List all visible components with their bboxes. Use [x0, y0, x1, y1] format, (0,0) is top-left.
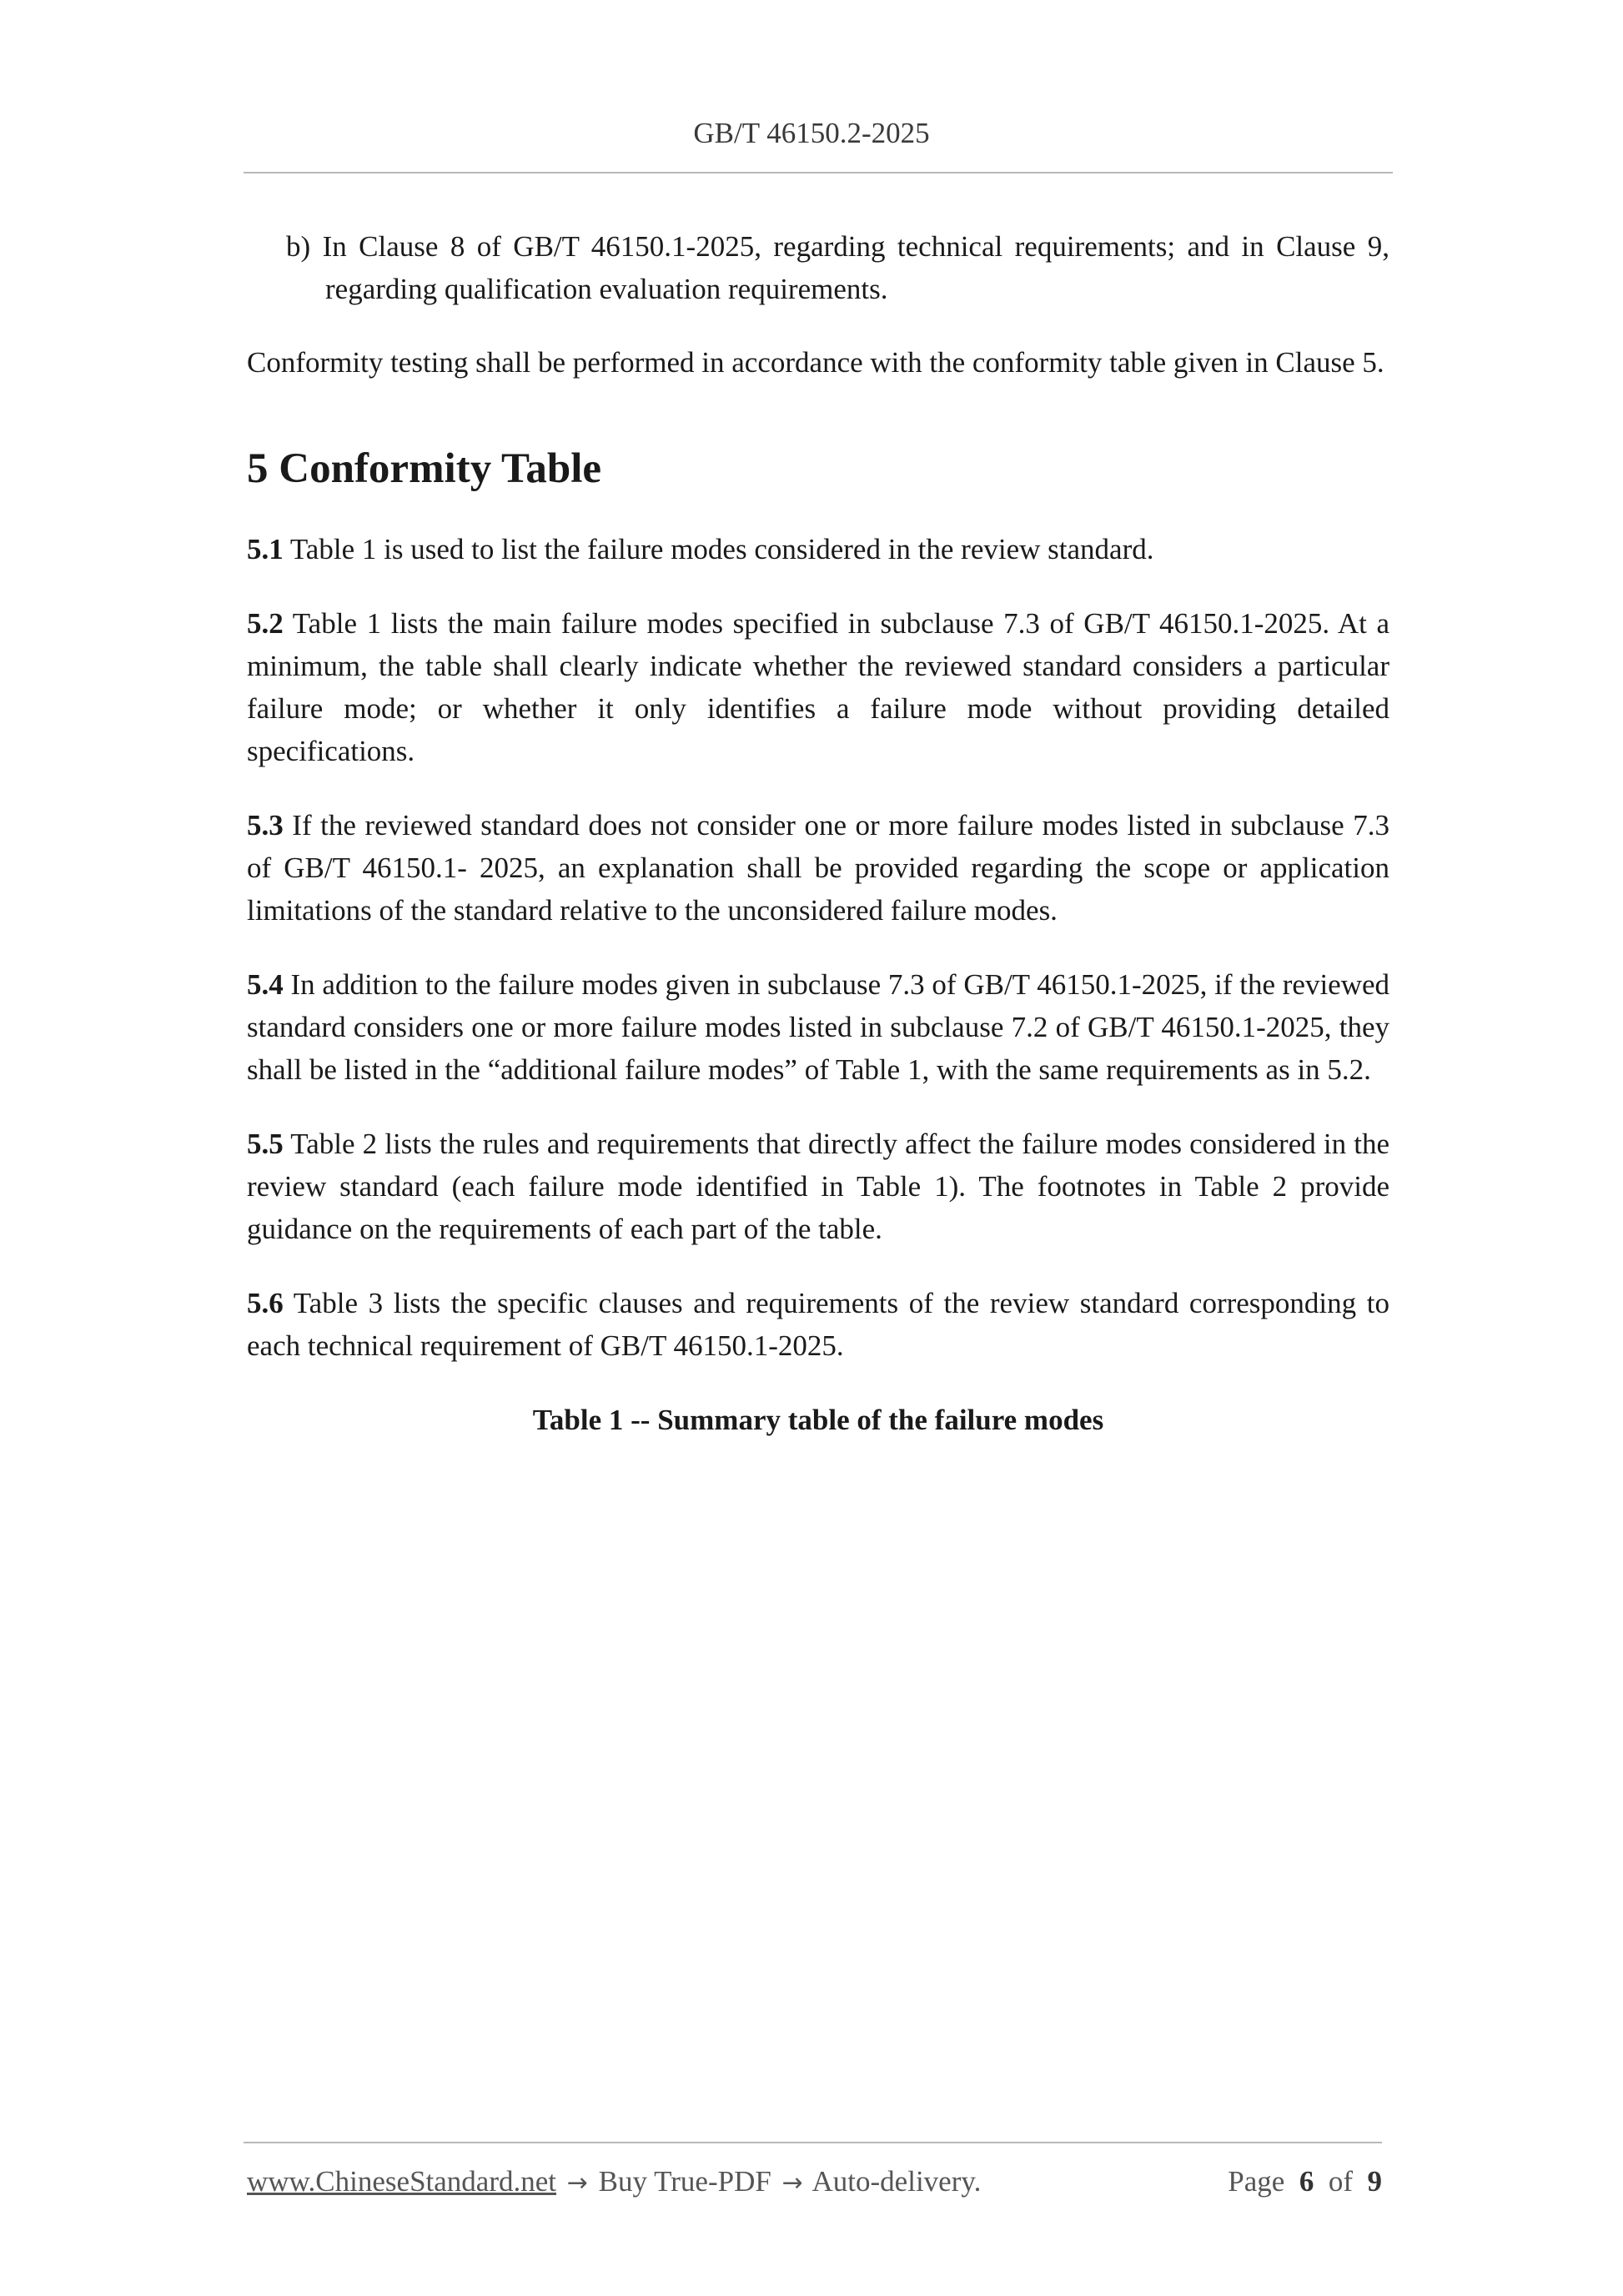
document-body [247, 225, 1389, 1441]
arrow-right-icon: → [781, 2168, 803, 2198]
page-current: 6 [1299, 2165, 1314, 2198]
page-total: 9 [1367, 2165, 1382, 2198]
clause-text: Table 1 is used to list the failure modes considered in the review standard. [289, 533, 1154, 565]
footer-promo [247, 2162, 981, 2203]
page-indicator [1228, 2162, 1382, 2202]
clause-text: If the reviewed standard does not consider one or more failure modes listed in subclause 7.3 of GB/T 46150.1- 2025, an explanation shall be provided regarding the scope or application limitations of the standard relative to the unconsidered failure modes. [247, 809, 1389, 927]
clause-text: Table 3 lists the specific clauses and requirements of the review standard corresponding to each technical requirement of GB/T 46150.1-2025. [247, 1287, 1390, 1362]
clause-5-4 [247, 963, 1389, 1091]
table-caption: Table 1 -- Summary table of the failure modes [532, 1404, 1104, 1436]
arrow-right-icon: → [566, 2168, 588, 2198]
list-item-b: b) In Clause 8 of GB/T 46150.1-2025, regarding technical requirements; and in Clause 9, regarding qualification evaluation requirements. [286, 230, 1389, 305]
clause-5-5 [247, 1123, 1389, 1250]
clause-number: 5.5 [247, 1128, 284, 1160]
clause-5-2 [247, 602, 1389, 772]
clause-5-6 [247, 1282, 1389, 1367]
conformity-paragraph: Conformity testing shall be performed in accordance with the conformity table given in Clause 5. [247, 346, 1384, 379]
clause-5-3 [247, 804, 1389, 932]
clause-5-1 [247, 528, 1389, 570]
clause-number: 5.1 [247, 533, 284, 565]
clause-number: 5.2 [247, 607, 284, 640]
page-label: Page [1228, 2165, 1285, 2198]
clause-text: Table 1 lists the main failure modes specified in subclause 7.3 of GB/T 46150.1-2025. At a minimum, the table shall clearly indicate whether the reviewed standard considers a particular failure mode; or whether it only identifies a failure mode without providing detailed specifications. [247, 607, 1389, 767]
clause-text: In addition to the failure modes given in subclause 7.3 of GB/T 46150.1-2025, if the reviewed standard considers one or more failure modes listed in subclause 7.2 of GB/T 46150.1-2025, they shall be listed in the “additional failure modes” of Table 1, with the same requirements as in 5.2. [247, 968, 1390, 1086]
page-header [0, 117, 1623, 150]
auto-delivery-text: Auto-delivery. [812, 2165, 982, 2198]
clause-number: 5.4 [247, 968, 284, 1001]
website-link[interactable]: www.ChineseStandard.net [247, 2165, 556, 2198]
header-divider [244, 172, 1393, 173]
footer-divider [244, 2142, 1382, 2143]
page-of-label: of [1328, 2165, 1353, 2198]
buy-true-pdf-text: Buy True-PDF [598, 2165, 771, 2198]
clause-number: 5.6 [247, 1287, 284, 1319]
clause-text: Table 2 lists the rules and requirements that directly affect the failure modes considered in the review standard (each failure mode identified in Table 1). The footnotes in Table 2 provide guidance on the requirements of each part of the table. [247, 1128, 1389, 1245]
header-title: GB/T 46150.2-2025 [693, 117, 930, 149]
section-heading: 5 Conformity Table [247, 445, 602, 492]
clause-number: 5.3 [247, 809, 284, 842]
